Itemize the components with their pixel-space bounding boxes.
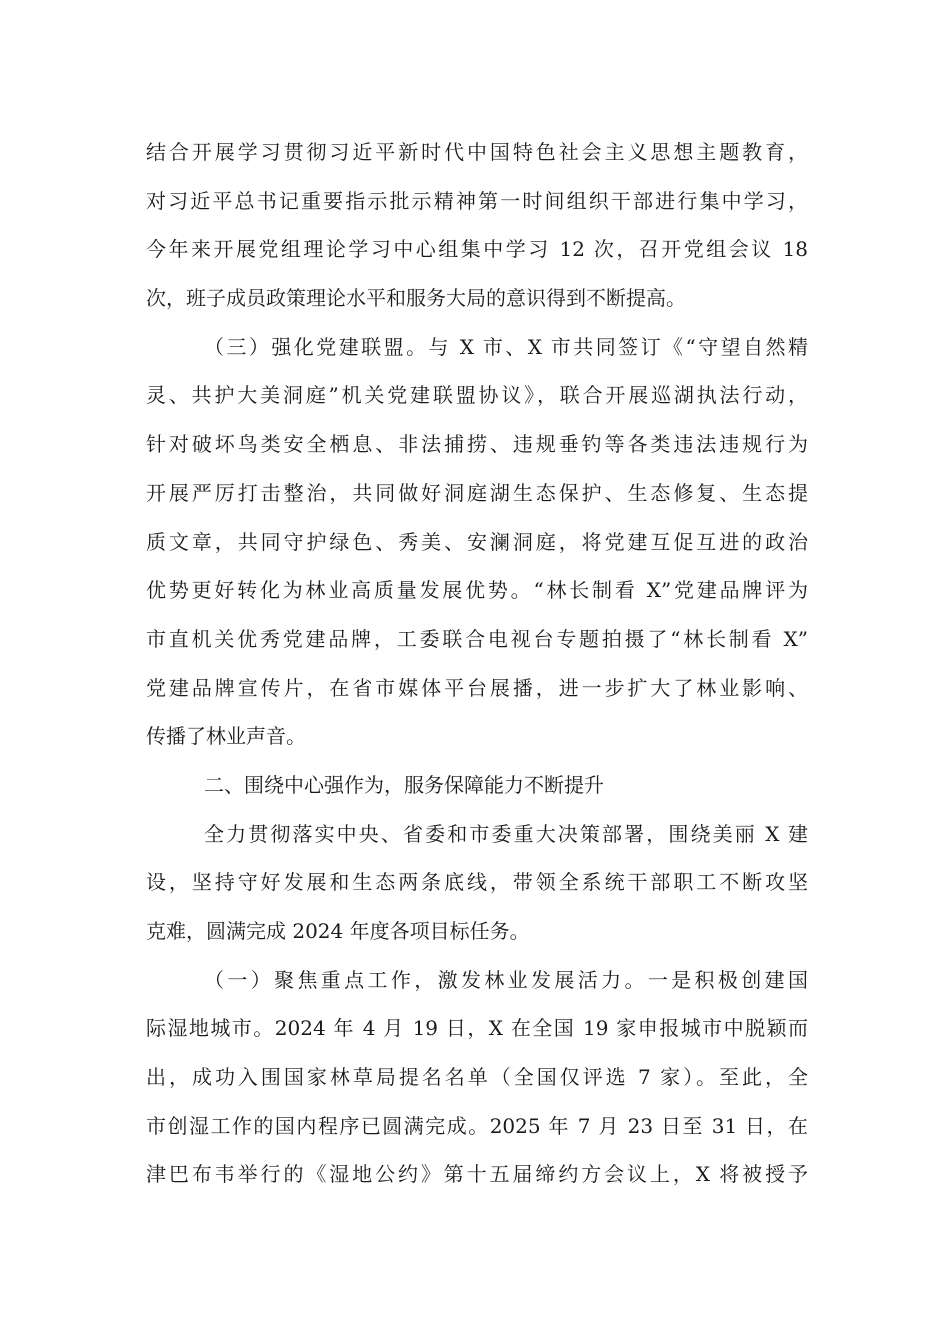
paragraph-line: 结合开展学习贯彻习近平新时代中国特色社会主义思想主题教育， (146, 140, 808, 164)
paragraph-line: 针对破坏鸟类安全栖息、非法捕捞、违规垂钓等各类违法违规行为 (146, 432, 808, 457)
paragraph-line: 出，成功入围国家林草局提名名单（全国仅评选 7 家）。至此，全 (146, 1065, 808, 1090)
section-heading: 二、围绕中心强作为，服务保障能力不断提升 (204, 772, 604, 797)
paragraph-line: 对习近平总书记重要指示批示精神第一时间组织干部进行集中学习， (146, 188, 808, 213)
paragraph-line: 际湿地城市。2024 年 4 月 19 日，X 在全国 19 家申报城市中脱颖而 (146, 1016, 808, 1041)
paragraph-line: 开展严厉打击整治，共同做好洞庭湖生态保护、生态修复、生态提 (146, 480, 808, 505)
paragraph-line: 传播了林业声音。 (146, 724, 306, 749)
paragraph-line: 今年来开展党组理论学习中心组集中学习 12 次，召开党组会议 18 (146, 237, 808, 262)
paragraph-line: 全力贯彻落实中央、省委和市委重大决策部署，围绕美丽 X 建 (204, 821, 808, 846)
document-body (146, 128, 808, 1199)
paragraph-line: 优势更好转化为林业高质量发展优势。“林长制看 X”党建品牌评为 (146, 578, 808, 603)
paragraph-line: 灵、共护大美洞庭”机关党建联盟协议》，联合开展巡湖执法行动， (146, 383, 808, 408)
paragraph-line: 质文章，共同守护绿色、秀美、安澜洞庭，将党建互促互进的政治 (146, 529, 808, 554)
paragraph-line: 克难，圆满完成 2024 年度各项目标任务。 (146, 919, 530, 943)
paragraph-line: （一）聚焦重点工作，激发林业发展活力。一是积极创建国 (204, 967, 808, 992)
paragraph-line: 市创湿工作的国内程序已圆满完成。2025 年 7 月 23 日至 31 日，在 (146, 1113, 808, 1138)
paragraph-line: 党建品牌宣传片，在省市媒体平台展播，进一步扩大了林业影响、 (146, 675, 808, 700)
paragraph-line: （三）强化党建联盟。与 X 市、X 市共同签订《“守望自然精 (204, 334, 808, 359)
paragraph-line: 市直机关优秀党建品牌，工委联合电视台专题拍摄了“林长制看 X” (146, 626, 808, 651)
paragraph-line: 设，坚持守好发展和生态两条底线，带领全系统干部职工不断攻坚 (146, 870, 808, 895)
paragraph-line: 津巴布韦举行的《湿地公约》第十五届缔约方会议上，X 将被授予 (146, 1162, 808, 1187)
paragraph-line: 次，班子成员政策理论水平和服务大局的意识得到不断提高。 (146, 286, 686, 311)
